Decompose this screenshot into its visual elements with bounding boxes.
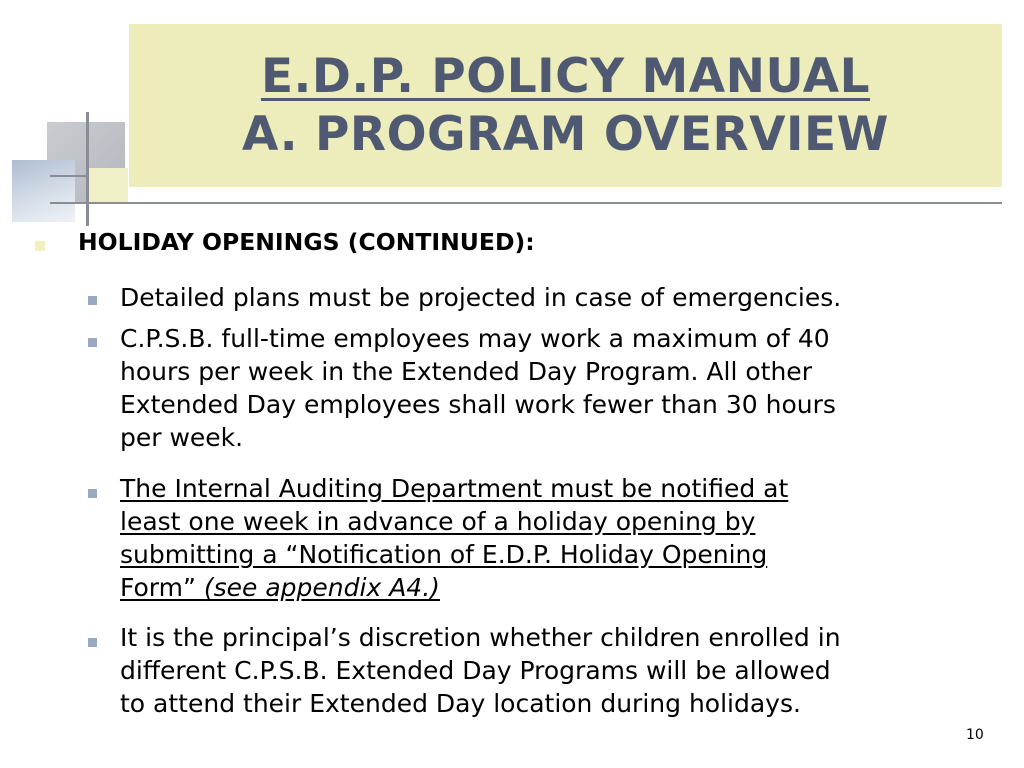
- list-item-line: submitting a “Notification of E.D.P. Holiday Opening: [120, 540, 768, 569]
- sub-bullet-icon: [88, 296, 97, 305]
- slide-title: E.D.P. POLICY MANUAL: [260, 48, 871, 104]
- main-bullet-icon: [35, 241, 45, 251]
- list-item-line: different C.P.S.B. Extended Day Programs will be allowed: [120, 656, 831, 685]
- section-heading: HOLIDAY OPENINGS (CONTINUED):: [78, 228, 535, 256]
- decorative-cream-square: [88, 168, 128, 204]
- sub-bullet-icon: [88, 489, 97, 498]
- decorative-blue-square: [12, 160, 75, 222]
- list-item-line: Extended Day employees shall work fewer than 30 hours: [120, 390, 836, 419]
- appendix-reference: (see appendix A4.): [203, 573, 440, 602]
- decorative-vertical-line: [86, 112, 89, 226]
- slide-subtitle: A. PROGRAM OVERVIEW: [241, 106, 889, 162]
- list-item-line: C.P.S.B. full-time employees may work a maximum of 40: [120, 324, 830, 353]
- title-box: [129, 24, 1002, 187]
- sub-bullet-icon: [88, 638, 97, 647]
- list-item: [120, 621, 1000, 720]
- list-item-line: hours per week in the Extended Day Program. All other: [120, 357, 812, 386]
- page-number: 10: [966, 727, 984, 743]
- list-item-line: least one week in advance of a holiday opening by: [120, 507, 756, 536]
- sub-bullet-icon: [88, 338, 97, 347]
- list-item-line: [120, 571, 1000, 604]
- list-item-text: Form”: [120, 573, 204, 602]
- list-item-line: Detailed plans must be projected in case of emergencies.: [120, 283, 842, 312]
- list-item: [120, 322, 1000, 454]
- decorative-horizontal-line: [50, 202, 1002, 204]
- list-item-line: per week.: [120, 423, 244, 452]
- list-item: [120, 281, 1000, 314]
- list-item-line: It is the principal’s discretion whether children enrolled in: [120, 623, 841, 652]
- list-item: [120, 472, 1000, 604]
- decorative-short-horizontal-line: [50, 175, 88, 177]
- list-item-line: to attend their Extended Day location during holidays.: [120, 689, 801, 718]
- list-item-line: The Internal Auditing Department must be notified at: [120, 474, 789, 503]
